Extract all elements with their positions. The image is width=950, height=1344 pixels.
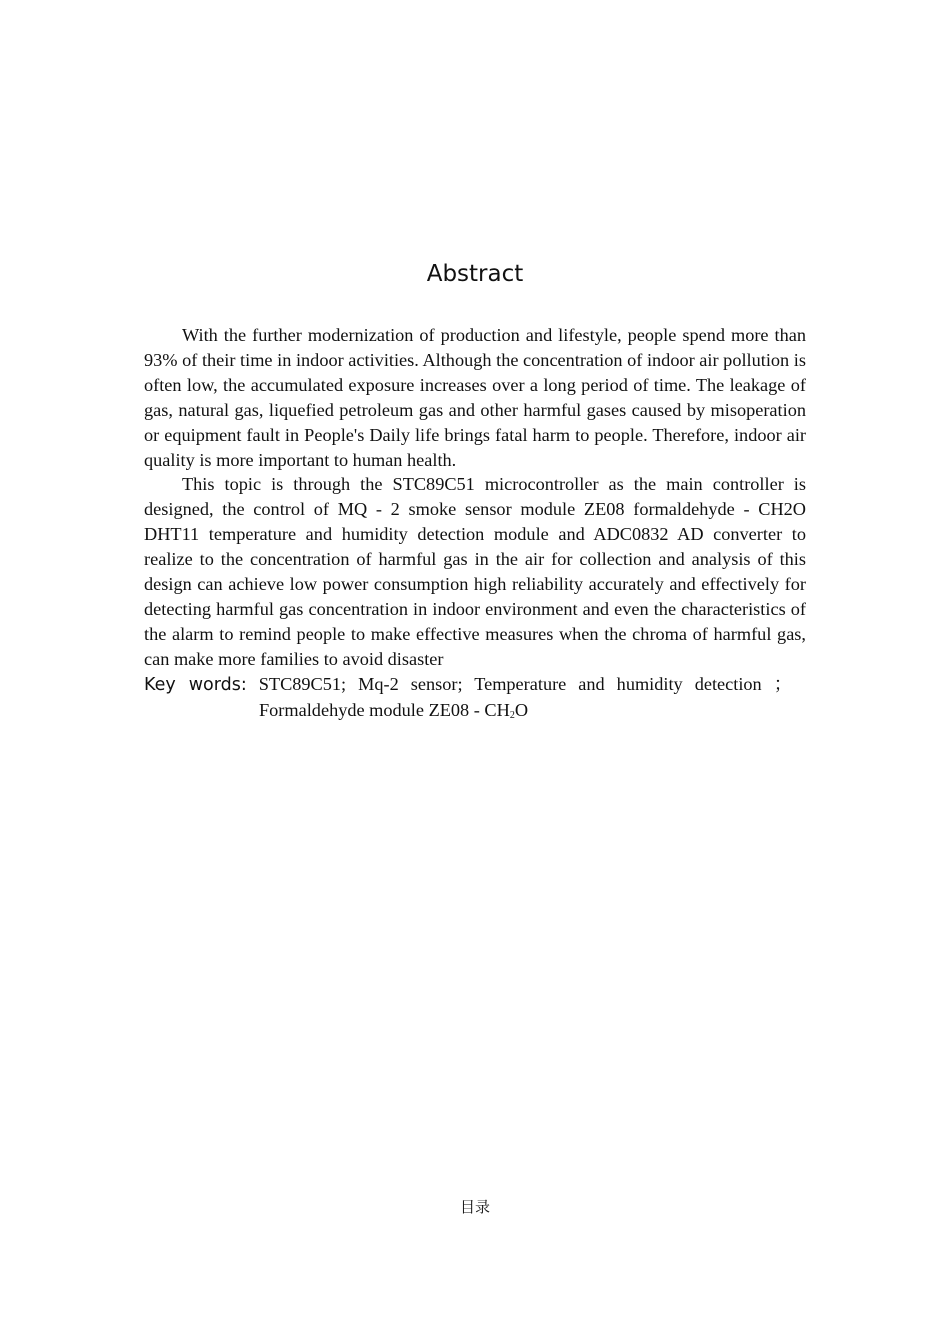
keywords-list-1: STC89C51; Mq-2 sensor; Temperature and humidity detection ； bbox=[258, 673, 792, 694]
keywords-line-1 bbox=[144, 672, 792, 698]
keywords-line-2 bbox=[144, 698, 806, 723]
keywords-subscript: 2 bbox=[509, 709, 515, 721]
page-footer: 目录 bbox=[459, 1198, 490, 1216]
keywords-list-2: Formaldehyde module ZE08 - CH bbox=[259, 699, 510, 720]
abstract-paragraph-2: This topic is through the STC89C51 microcontroller as the main controller is designed, the control of MQ - 2 smoke sensor module ZE08 formaldehyde - CH2O DHT11 temperature and humidity detection module and ADC0832 AD converter to realize to the concentration of harmful gas in the air for collection and analysis of this design can achieve low power consumption high reliability accurately and effectively for detecting harmful gas concentration in indoor environment and even the characteristics of the alarm to remind people to make effective measures when the chroma of harmful gas, can make more families to avoid disaster bbox=[144, 474, 806, 669]
keywords-label: Key words: bbox=[144, 674, 247, 695]
keywords-suffix: O bbox=[514, 699, 529, 720]
abstract-paragraph-1: With the further modernization of production and lifestyle, people spend more than 93% of their time in indoor activities. Although the concentration of indoor air pollution is often low, the accumulated exposure increases over a long period of time. The leakage of gas, natural gas, liquefied petroleum gas and other harmful gases caused by misoperation or equipment fault in People's Daily life brings fatal harm to people. Therefore, indoor air quality is more important to human health. bbox=[144, 325, 806, 470]
abstract-body bbox=[144, 323, 806, 723]
abstract-title: Abstract bbox=[426, 261, 524, 287]
